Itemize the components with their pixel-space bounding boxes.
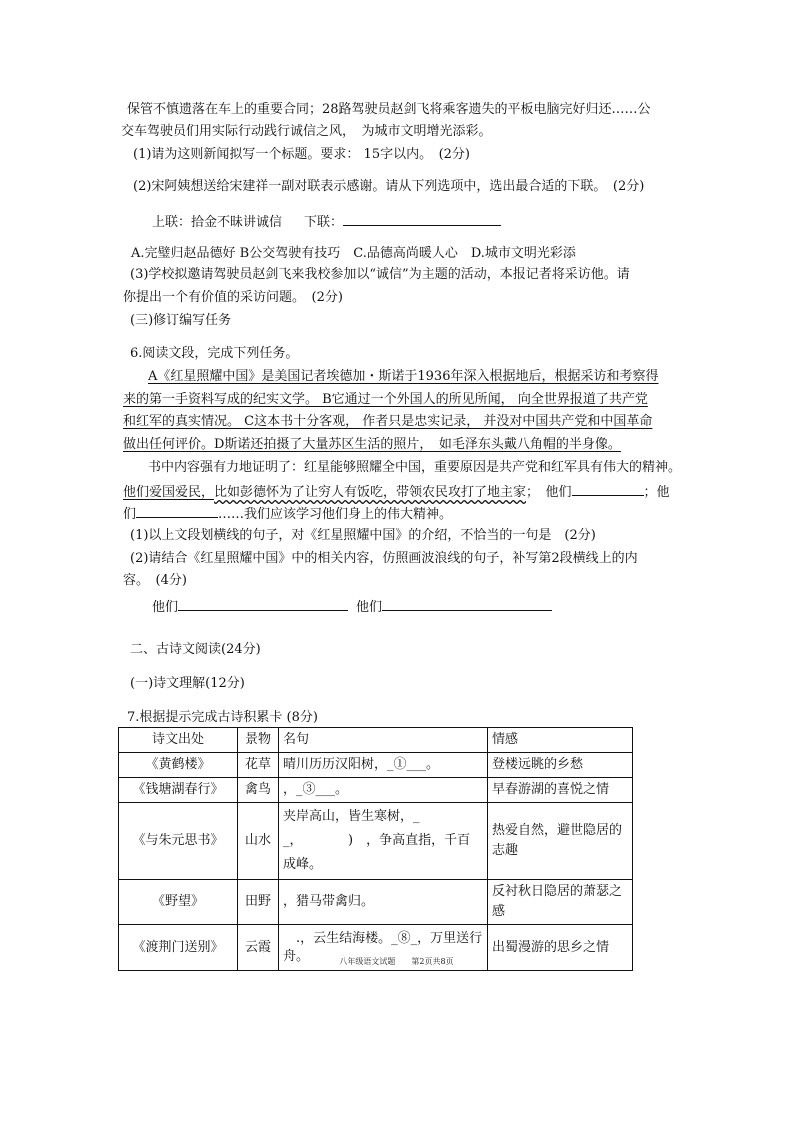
table-row	[119, 803, 633, 880]
table-row	[119, 753, 633, 778]
fill-blank-1[interactable]	[572, 481, 644, 496]
cell-scenery: 花草	[238, 753, 279, 778]
couplet-row	[152, 211, 501, 232]
passage-2-line-3-end: ……我们应该学习他们身上的伟大精神。	[218, 507, 453, 522]
wavy-sentence: 比如彭德怀为了让穷人有饭吃，带领农民攻打了地主家	[214, 485, 527, 500]
couplet-upper: 上联：拾金不昧讲诚信	[152, 215, 283, 230]
question-6-title: 6.阅读文段，完成下列任务。	[130, 346, 299, 361]
sub-question-1: (1)以上文段划横线的句子，对《红星照耀中国》的介绍，不恰当的一句是 (2分)	[130, 528, 596, 543]
cell-scenery: 云霞	[238, 925, 279, 971]
passage-2-line-3-start: 们	[123, 507, 137, 522]
cell-source: 《渡荆门送别》	[119, 925, 238, 971]
passage-1-line-1: A《红星照耀中国》是美国记者埃德加・斯诺于1936年深入根据地后，根据采访和考察得	[148, 369, 659, 384]
wavy-prefix: 他们爱国爱民，	[123, 485, 215, 500]
passage-2-text: ； 他们	[526, 485, 572, 500]
question-3-line-1: (3)学校拟邀请驾驶员赵剑飞来我校参加以“诚信”为主题的活动，本报记者将采访他。请	[130, 267, 630, 282]
couplet-lower-label: 下联：	[304, 215, 344, 230]
answer-label-1: 他们	[152, 600, 179, 615]
answer-blank-2[interactable]	[382, 596, 552, 611]
cell-emotion: 反衬秋日隐居的萧瑟之感	[488, 880, 633, 925]
cell-emotion: 出蜀漫游的思乡之情	[488, 925, 633, 971]
passage-2-line-1: 书中内容强有力地证明了：红星能够照耀全中国，重要原因是共产党和红军具有伟大的精神。	[148, 460, 682, 475]
part-2-title: 二、古诗文阅读(24分)	[130, 642, 261, 657]
answer-blank-1[interactable]	[178, 596, 348, 611]
question-2: (2)宋阿姨想送给宋建祥一副对联表示感谢。请从下列选项中，选出最合适的下联。 (2分)	[133, 179, 645, 194]
passage-1-line-4: 做出任何评价。D斯诺还拍摄了大量苏区生活的照片， 如毛泽东头戴八角帽的半身像。	[123, 437, 621, 452]
question-1: (1)请为这则新闻拟写一个标题。要求： 15字以内。 (2分)	[133, 147, 471, 162]
cell-emotion: 早春游湖的喜悦之情	[488, 778, 633, 803]
cell-scenery: 禽鸟	[238, 778, 279, 803]
cell-scenery: 田野	[238, 880, 279, 925]
cell-source: 《野望》	[119, 880, 238, 925]
passage-2-line-2	[123, 481, 670, 502]
passage-1-line-3: 和红军的真实情况。 C这本书十分客观， 作者只是忠实记录， 并没对中国共产党和中国革命	[123, 414, 653, 429]
cell-line[interactable]: .，云生结海楼。_⑧_，万里送行舟。	[279, 925, 488, 971]
cell-scenery: 山水	[238, 803, 279, 880]
page-footer: 八年级语文试题 第2页共8页	[339, 957, 454, 966]
answer-options: A.完璧归赵品德好 B公交驾驶有技巧 C.品德高尚暖人心 D.城市文明光彩添	[131, 246, 576, 261]
cell-source: 《钱塘湖春行》	[119, 778, 238, 803]
header-line: 名句	[279, 728, 488, 753]
header-source: 诗文出处	[119, 728, 238, 753]
couplet-answer-blank[interactable]	[343, 211, 501, 226]
cell-source: 《与朱元思书》	[119, 803, 238, 880]
fill-blank-2[interactable]	[136, 503, 218, 518]
part-2-subtitle: (一)诗文理解(12分)	[130, 676, 245, 691]
passage-2-text-end: ；他	[643, 485, 670, 500]
poetry-card-table	[118, 727, 633, 971]
cell-line[interactable]: 晴川历历汉阳树，_①___。	[279, 753, 488, 778]
cell-line[interactable]: 夹岸高山，皆生寒树，_ _， ) ，争高直指，千百成峰。	[279, 803, 488, 880]
header-emotion: 情感	[488, 728, 633, 753]
cell-emotion: 登楼远眺的乡愁	[488, 753, 633, 778]
answer-label-2: 他们	[356, 600, 383, 615]
news-line-2: 交车驾驶员们用实际行动践行诚信之风， 为城市文明增光添彩。	[121, 124, 492, 139]
section-3-title: (三)修订编写任务	[130, 313, 232, 328]
passage-2-line-3	[123, 503, 452, 524]
table-row	[119, 880, 633, 925]
cell-source: 《黄鹤楼》	[119, 753, 238, 778]
sub-question-2-line-2: 容。 (4分)	[123, 573, 187, 588]
question-7-title: 7.根据提示完成古诗积累卡 (8分)	[127, 710, 318, 725]
table-header-row	[119, 728, 633, 753]
passage-1-line-2: 来的第一手资料写成的纪实文学。 B它通过一个外国人的所见所闻， 向全世界报道了共产党	[123, 392, 648, 407]
header-scenery: 景物	[238, 728, 279, 753]
answer-row	[152, 596, 552, 617]
news-line-1: 保管不慎遗落在车上的重要合同；28路驾驶员赵剑飞将乘客遗失的平板电脑完好归还……公	[127, 102, 651, 117]
cell-emotion: 热爱自然，避世隐居的志趣	[488, 803, 633, 880]
sub-question-2-line-1: (2)请结合《红星照耀中国》中的相关内容，仿照画波浪线的句子，补写第2段横线上的内	[130, 551, 638, 566]
cell-line[interactable]: ，_③___。	[279, 778, 488, 803]
cell-line[interactable]: ，猎马带禽归。	[279, 880, 488, 925]
question-3-line-2: 你提出一个有价值的采访问题。 (2分)	[123, 290, 343, 305]
table-row	[119, 778, 633, 803]
